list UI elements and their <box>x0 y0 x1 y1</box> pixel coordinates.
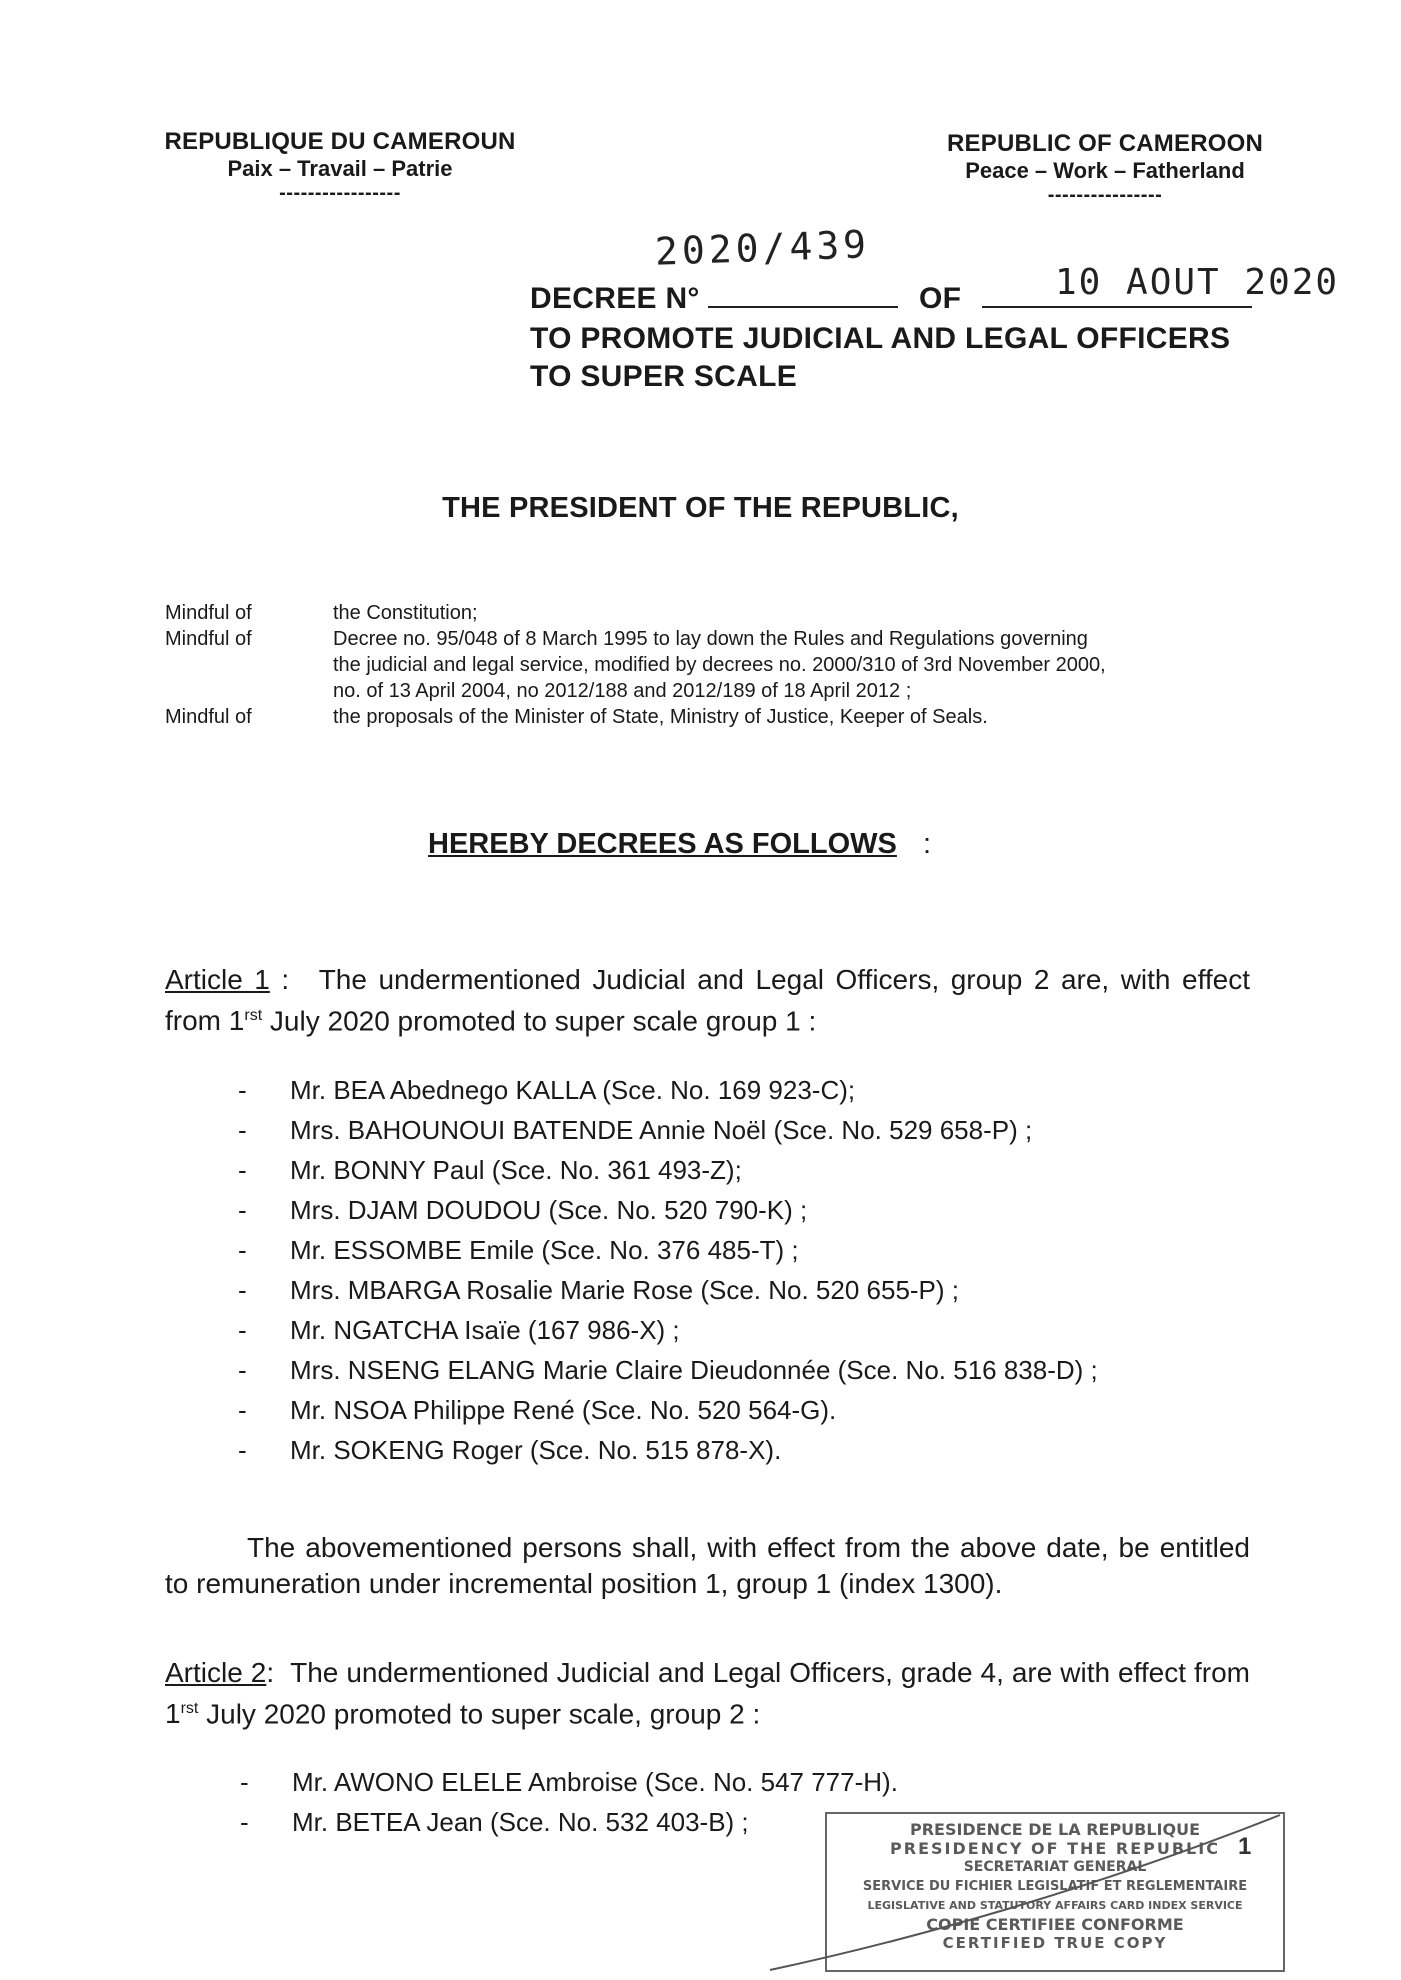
hereby-decrees-text: HEREBY DECREES AS FOLLOWS <box>428 828 897 860</box>
stamp-line: PRESIDENCE DE LA REPUBLIQUE <box>909 1820 1201 1839</box>
mindful-label: Mindful of <box>165 706 252 728</box>
list-item: - Mr. NSOA Philippe René (Sce. No. 520 564-G). <box>238 1395 837 1425</box>
decree-date-blank <box>982 306 1252 308</box>
mindful-row <box>165 600 1265 626</box>
person-entry: Mr. ESSOMBE Emile (Sce. No. 376 485-T) ; <box>290 1235 799 1265</box>
decree-title-line2: TO SUPER SCALE <box>530 360 798 393</box>
mindful-text <box>333 600 478 626</box>
mindful-text <box>333 626 1106 704</box>
article-1-text-a: The undermentioned Judicial and Legal Officers, group 2 are, with effect from 1 <box>165 964 1250 1037</box>
person-entry: Mr. BONNY Paul (Sce. No. 361 493-Z); <box>290 1155 742 1185</box>
mindful-line: the judicial and legal service, modified by decrees no. 2000/310 of 3rd November 2000, <box>333 654 1106 676</box>
header-right-rule: ---------------- <box>1047 184 1163 206</box>
mindful-label: Mindful of <box>165 602 252 624</box>
person-entry: Mr. SOKENG Roger (Sce. No. 515 878-X). <box>290 1435 782 1465</box>
article-1-text-b: July 2020 promoted to super scale group 1 : <box>262 1005 817 1037</box>
list-item: - Mr. BETEA Jean (Sce. No. 532 403-B) ; <box>240 1807 749 1837</box>
page-number: 1 <box>1238 1833 1252 1860</box>
hereby-decrees-heading <box>428 828 931 861</box>
person-entry: Mrs. BAHOUNOUI BATENDE Annie Noël (Sce. No. 529 658-P) ; <box>290 1115 1033 1145</box>
list-item: - Mr. NGATCHA Isaïe (167 986-X) ; <box>238 1315 680 1345</box>
hereby-colon: : <box>922 828 932 860</box>
list-item: - Mr. BONNY Paul (Sce. No. 361 493-Z); <box>238 1155 742 1185</box>
article-2-sup: rst <box>180 1700 199 1717</box>
article-2-label: Article 2 <box>165 1657 267 1688</box>
mindful-text <box>333 704 988 730</box>
mindful-row <box>165 626 1265 704</box>
header-left-rule: ----------------- <box>279 182 401 204</box>
article-1-person-list <box>238 1070 1098 1470</box>
person-entry: Mrs. MBARGA Rosalie Marie Rose (Sce. No. 520 655-P) ; <box>290 1275 960 1305</box>
president-heading: THE PRESIDENT OF THE REPUBLIC, <box>442 492 959 524</box>
list-item: - Mr. BEA Abednego KALLA (Sce. No. 169 923-C); <box>238 1075 856 1105</box>
list-item: - Mrs. MBARGA Rosalie Marie Rose (Sce. No. 520 655-P) ; <box>238 1275 960 1305</box>
person-entry: Mr. NSOA Philippe René (Sce. No. 520 564-G). <box>290 1395 837 1425</box>
article-2-sep: : <box>266 1657 275 1688</box>
stamp-line: SERVICE DU FICHIER LEGISLATIF ET REGLEMENTAIRE <box>862 1879 1248 1894</box>
mindful-block <box>165 600 1265 730</box>
header-right-title: REPUBLIC OF CAMEROON <box>947 130 1263 157</box>
handwritten-decree-number: 2020/439 <box>654 222 871 274</box>
person-entry: Mr. BEA Abednego KALLA (Sce. No. 169 923-C); <box>290 1075 856 1105</box>
mindful-line: the Constitution; <box>333 602 478 624</box>
stamp-line: SECRETARIAT GENERAL <box>963 1859 1147 1875</box>
stamp-line: CERTIFIED TRUE COPY <box>942 1934 1168 1952</box>
list-item: - Mrs. NSENG ELANG Marie Claire Dieudonnée (Sce. No. 516 838-D) ; <box>238 1355 1098 1385</box>
header-left <box>140 128 540 205</box>
list-item: - Mr. AWONO ELELE Ambroise (Sce. No. 547 777-H). <box>240 1767 898 1797</box>
stamp-line: LEGISLATIVE AND STATUTORY AFFAIRS CARD INDEX SERVICE <box>867 1899 1243 1912</box>
person-entry: Mrs. NSENG ELANG Marie Claire Dieudonnée (Sce. No. 516 838-D) ; <box>290 1355 1098 1385</box>
header-right-motto: Peace – Work – Fatherland <box>965 158 1245 183</box>
stamp-line: PRESIDENCY OF THE REPUBLIC <box>890 1839 1220 1858</box>
stamp-line: COPIE CERTIFIEE CONFORME <box>926 1915 1184 1934</box>
article-1-intro <box>165 962 1250 1039</box>
article-1-sup: rst <box>244 1007 263 1024</box>
list-item: - Mr. ESSOMBE Emile (Sce. No. 376 485-T) ; <box>238 1235 799 1265</box>
header-right <box>905 130 1305 207</box>
stamp-signature-stroke <box>760 1800 1300 1980</box>
article-1-remuneration: The abovementioned persons shall, with effect from the above date, be entitled to remuneration under incremental position 1, group 1 (index 1300). <box>165 1532 1250 1599</box>
mindful-line: no. of 13 April 2004, no 2012/188 and 2012/189 of 18 April 2012 ; <box>333 680 912 702</box>
mindful-label: Mindful of <box>165 628 252 650</box>
list-item: - Mr. SOKENG Roger (Sce. No. 515 878-X). <box>238 1435 782 1465</box>
header-left-title: REPUBLIQUE DU CAMEROUN <box>164 128 516 155</box>
article-1-sep: : <box>269 964 290 995</box>
person-entry: Mr. NGATCHA Isaïe (167 986-X) ; <box>290 1315 680 1345</box>
article-2-intro <box>165 1655 1250 1732</box>
person-entry: Mr. AWONO ELELE Ambroise (Sce. No. 547 777-H). <box>292 1767 898 1797</box>
article-2-text-b: July 2020 promoted to super scale, group 2 : <box>198 1698 761 1730</box>
decree-title-line1: TO PROMOTE JUDICIAL AND LEGAL OFFICERS <box>530 322 1231 355</box>
person-entry: Mrs. DJAM DOUDOU (Sce. No. 520 790-K) ; <box>290 1195 808 1225</box>
decree-number-line <box>530 282 1252 316</box>
mindful-row <box>165 704 1265 730</box>
article-1-label: Article 1 <box>165 964 270 995</box>
header-left-motto: Paix – Travail – Patrie <box>227 156 453 181</box>
list-item: - Mrs. BAHOUNOUI BATENDE Annie Noël (Sce. No. 529 658-P) ; <box>238 1115 1033 1145</box>
person-entry: Mr. BETEA Jean (Sce. No. 532 403-B) ; <box>292 1807 749 1837</box>
decree-number-blank <box>708 306 898 308</box>
decree-label: DECREE N° <box>530 282 700 315</box>
stamped-date: 10 AOUT 2020 <box>1055 262 1340 303</box>
mindful-line: the proposals of the Minister of State, Ministry of Justice, Keeper of Seals. <box>333 706 988 728</box>
decree-of-label: OF <box>919 282 962 315</box>
mindful-line: Decree no. 95/048 of 8 March 1995 to lay down the Rules and Regulations governing <box>333 628 1088 650</box>
article-2-text-a: The undermentioned Judicial and Legal Officers, grade 4, are with effect from 1 <box>165 1657 1250 1730</box>
list-item: - Mrs. DJAM DOUDOU (Sce. No. 520 790-K) ; <box>238 1195 808 1225</box>
